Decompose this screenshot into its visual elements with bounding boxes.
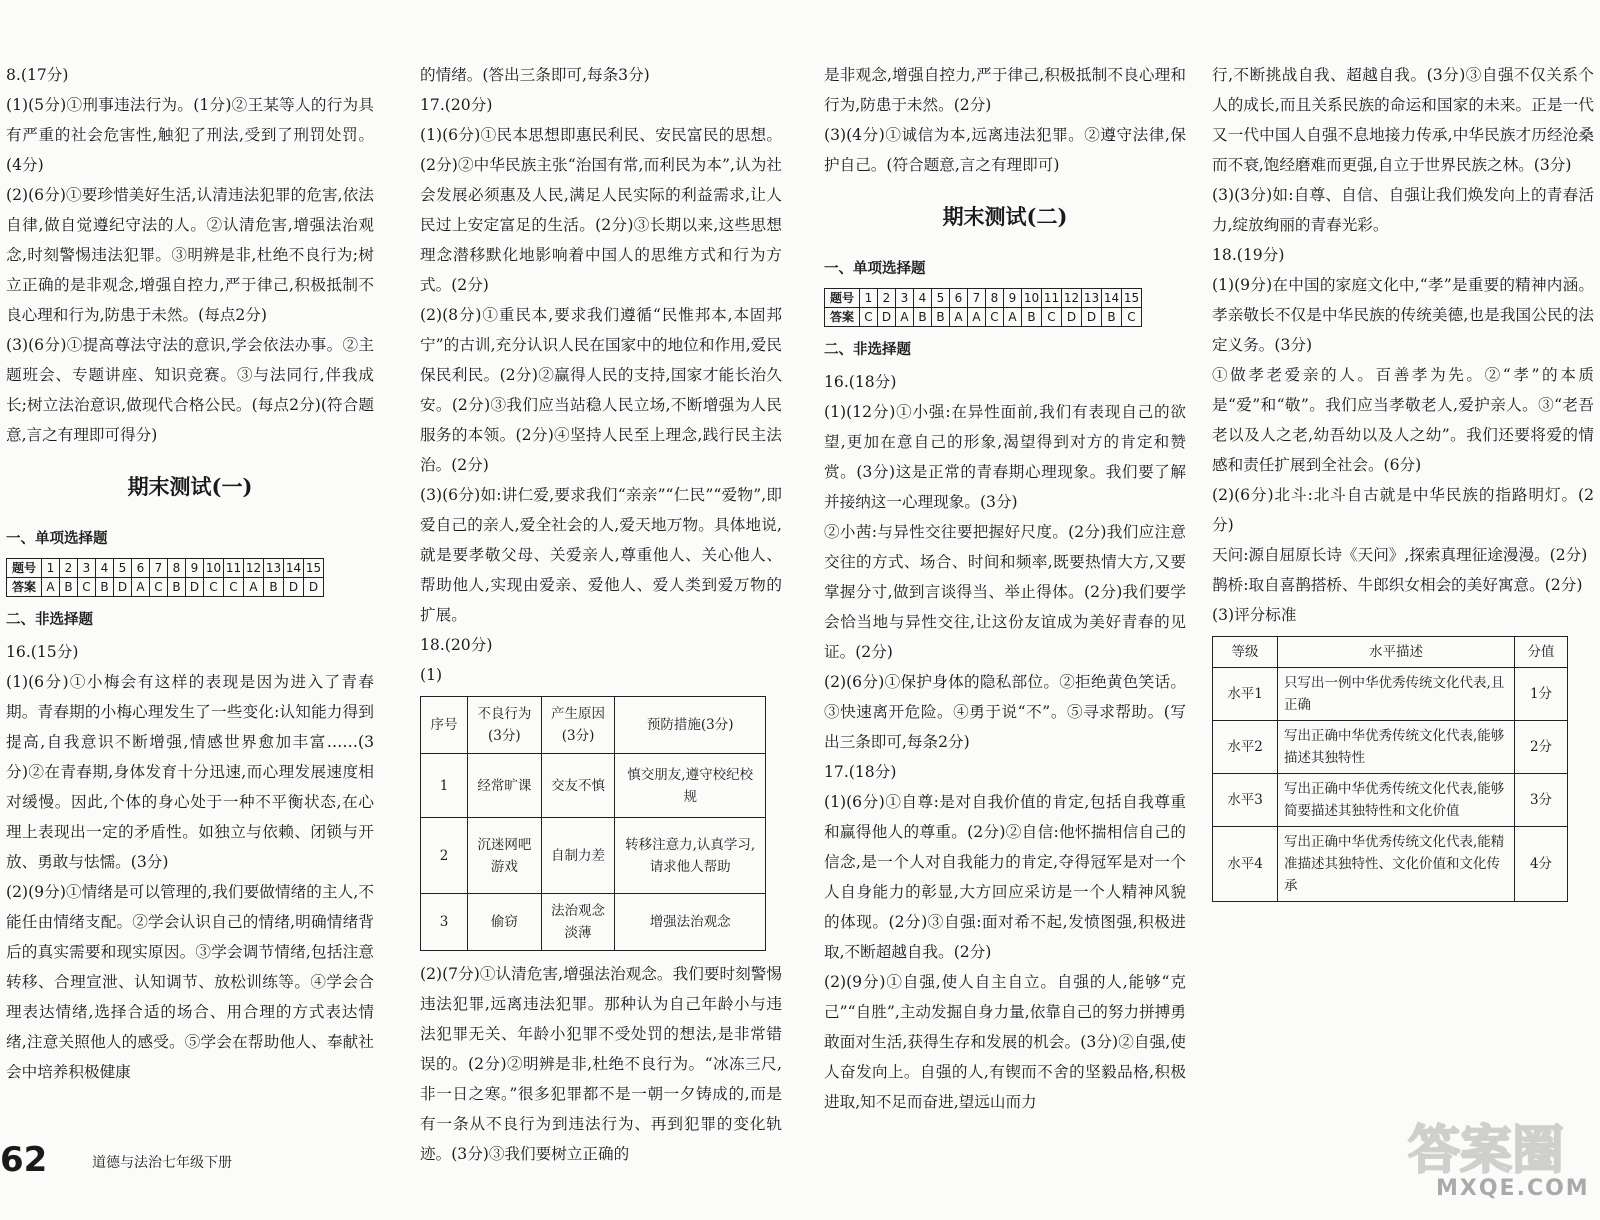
q18-part1: (1)(9分)在中国的家庭文化中,“孝”是重要的精神内涵。孝亲敬长不仅是中华民族的传统美德,也是我国公民的法定义务。(3分) (1212, 276, 1594, 354)
table-cell: 写出正确中华优秀传统文化代表,能精准描述其独特性、文化价值和文化传承 (1278, 827, 1515, 902)
behavior-table (420, 696, 766, 951)
question-number: 7 (968, 289, 986, 308)
question-number: 4 (96, 559, 114, 578)
q18-part3: (3)(4分)①诚信为本,远离违法犯罪。②遵守法律,保护自己。(符合题意,言之有理即可) (824, 126, 1186, 174)
q16-part1b: ②小茜:与异性交往要把握好尺度。(2分)我们应注意交往的方式、场合、时间和频率,既要热情大方,又要掌握分寸,做到言谈得当、举止得体。(2分)我们要学会恰当地与异性交往,让这份友谊成为美好青春的见证。(2分) (824, 523, 1186, 661)
question-number: 1 (860, 289, 878, 308)
table-cell: 水平2 (1213, 721, 1278, 774)
question-number: 14 (1102, 289, 1122, 308)
answer-cell: B (264, 578, 284, 597)
answer-cell: C (1122, 308, 1142, 327)
question-number: 12 (1062, 289, 1082, 308)
q17-part1: (1)(6分)①自尊:是对自我价值的肯定,包括自我尊重和赢得他人的尊重。(2分)②自信:他怀揣相信自己的信念,是一个人对自我能力的肯定,夺得冠军是对一个人自身能力的彰显,大方回应采访是一个人精神风貌的体现。(2分)③自强:面对希不起,发愤图强,积极进取,不断超越自我。(2分) (824, 793, 1186, 961)
column-4 (1212, 60, 1594, 910)
table-cell: 交友不慎 (541, 754, 615, 818)
answer-cell: C (986, 308, 1004, 327)
table-cell: 写出正确中华优秀传统文化代表,能够简要描述其独特性和文化价值 (1278, 774, 1515, 827)
answer-cell: D (878, 308, 896, 327)
question-number: 2 (878, 289, 896, 308)
question-number: 4 (914, 289, 932, 308)
question-number: 7 (150, 559, 168, 578)
column-2 (420, 60, 782, 1169)
table-header: 水平描述 (1278, 637, 1515, 668)
answer-cell: A (42, 578, 60, 597)
answer-cell: B (932, 308, 950, 327)
answer-cell: A (896, 308, 914, 327)
table-header: 序号 (421, 697, 468, 754)
answer-cell: D (186, 578, 204, 597)
table-header-num: 题号 (7, 559, 42, 578)
exam-title-1: 期末测试(一) (127, 474, 253, 499)
question-number: 11 (1042, 289, 1062, 308)
table-cell: 水平1 (1213, 668, 1278, 721)
table-header-num: 题号 (825, 289, 860, 308)
q17-part2: (2)(9分)①自强,使人自主自立。自强的人,能够“克己”“自胜”,主动发掘自身力量,依靠自己的努力拼搏勇敢面对生活,获得生存和发展的机会。(3分)②自强,使人奋发向上。自强的人,有锲而不舍的坚毅品格,积极进取,知不足而奋进,望远山而力 (824, 973, 1186, 1111)
table-header-ans: 答案 (7, 578, 42, 597)
answer-cell: C (860, 308, 878, 327)
question-number: 5 (114, 559, 132, 578)
table-cell: 只写出一例中华优秀传统文化代表,且正确 (1278, 668, 1515, 721)
table-cell: 偷窃 (468, 894, 542, 951)
answer-cell: B (1102, 308, 1122, 327)
question-number: 10 (204, 559, 224, 578)
continued-text: 行,不断挑战自我、超越自我。(3分)③自强不仅关系个人的成长,而且关系民族的命运和国家的未来。正是一代又一代中国人自强不息地接力传承,中华民族才历经沧桑而不衰,饱经磨难而更强,自立于世界民族之林。(3分) (1212, 66, 1594, 174)
q18-sub1: (1) (420, 666, 443, 684)
table-cell: 水平3 (1213, 774, 1278, 827)
answer-table-2 (824, 288, 1142, 327)
table-cell: 慎交朋友,遵守校纪校规 (615, 754, 766, 818)
section-non-choice: 二、非选择题 (824, 342, 911, 358)
q18-heading: 18.(19分) (1212, 246, 1285, 264)
answer-cell: B (60, 578, 78, 597)
question-number: 6 (950, 289, 968, 308)
column-3 (824, 60, 1186, 1117)
question-number: 5 (932, 289, 950, 308)
q8-heading: 8.(17分) (6, 66, 69, 84)
q8-part1: (1)(5分)①刑事违法行为。(1分)②王某等人的行为具有严重的社会危害性,触犯了刑法,受到了刑罚处罚。(4分) (6, 96, 374, 174)
table-cell: 2 (421, 818, 468, 894)
q18-part3: (3)评分标准 (1212, 606, 1297, 624)
question-number: 8 (168, 559, 186, 578)
question-number: 8 (986, 289, 1004, 308)
question-number: 12 (244, 559, 264, 578)
table-header: 产生原因(3分) (541, 697, 615, 754)
answer-cell: D (114, 578, 132, 597)
table-header: 不良行为(3分) (468, 697, 542, 754)
table-cell: 2分 (1515, 721, 1568, 774)
table-cell: 转移注意力,认真学习,请求他人帮助 (615, 818, 766, 894)
watermark-text: MXQE.COM (1436, 1176, 1590, 1201)
question-number: 13 (264, 559, 284, 578)
table-cell: 增强法治观念 (615, 894, 766, 951)
question-number: 10 (1022, 289, 1042, 308)
q17-heading: 17.(18分) (824, 763, 897, 781)
table-header: 等级 (1213, 637, 1278, 668)
q8-part2: (2)(6分)①要珍惜美好生活,认清违法犯罪的危害,依法自律,做自觉遵纪守法的人。②认清危害,增强法治观念,时刻警惕违法犯罪。③明辨是非,杜绝不良行为;树立正确的是非观念,增强自控力,严于律己,积极抵制不良心理和行为,防患于未然。(每点2分) (6, 186, 374, 324)
table-cell: 自制力差 (541, 818, 615, 894)
table-header: 分值 (1515, 637, 1568, 668)
section-single-choice: 一、单项选择题 (824, 261, 926, 277)
q18-part2: (2)(7分)①认清危害,增强法治观念。我们要时刻警惕违法犯罪,远离违法犯罪。那种认为自己年龄小与违法犯罪无关、年龄小犯罪不受处罚的想法,是非常错误的。(2分)②明辨是非,杜绝不良行为。“冰冻三尺,非一日之寒。”很多犯罪都不是一朝一夕铸成的,而是有一条从不良行为到违法行为、再到犯罪的变化轨迹。(3分)③我们要树立正确的 (420, 965, 782, 1163)
question-number: 9 (186, 559, 204, 578)
answer-table-1 (6, 558, 324, 597)
table-cell: 写出正确中华优秀传统文化代表,能够描述其独特性 (1278, 721, 1515, 774)
table-cell: 法治观念淡薄 (541, 894, 615, 951)
table-cell: 1分 (1515, 668, 1568, 721)
question-number: 11 (224, 559, 244, 578)
answer-cell: C (204, 578, 224, 597)
page-number: 62 (0, 1140, 48, 1180)
q16-part1: (1)(12分)①小强:在异性面前,我们有表现自己的欲望,更加在意自己的形象,渴望得到对方的肯定和赞赏。(3分)这是正常的青春期心理现象。我们要了解并接纳这一心理现象。(3分) (824, 403, 1186, 511)
question-number: 14 (284, 559, 304, 578)
q18-heading: 18.(20分) (420, 636, 493, 654)
answer-cell: C (224, 578, 244, 597)
question-number: 15 (304, 559, 324, 578)
table-cell: 3 (421, 894, 468, 951)
answer-cell: A (968, 308, 986, 327)
answer-cell: D (1082, 308, 1102, 327)
table-header-ans: 答案 (825, 308, 860, 327)
answer-cell: B (96, 578, 114, 597)
table-cell: 沉迷网吧游戏 (468, 818, 542, 894)
answer-cell: D (304, 578, 324, 597)
continued-text: 是非观念,增强自控力,严于律己,积极抵制不良心理和行为,防患于未然。(2分) (824, 66, 1186, 114)
answer-cell: D (284, 578, 304, 597)
q18-part1b: ①做孝老爱亲的人。百善孝为先。②“孝”的本质是“爱”和“敬”。我们应当孝敬老人,爱护亲人。③“老吾老以及人之老,幼吾幼以及人之幼”。我们还要将爱的情感和责任扩展到全社会。(6分) (1212, 366, 1594, 474)
answer-cell: C (1042, 308, 1062, 327)
exam-title-2: 期末测试(二) (942, 204, 1068, 229)
answer-cell: B (168, 578, 186, 597)
rubric-table (1212, 636, 1568, 902)
q18-part2: (2)(6分)北斗:北斗自古就是中华民族的指路明灯。(2分) (1212, 486, 1594, 534)
continued-text: 的情绪。(答出三条即可,每条3分) (420, 66, 650, 84)
q17-heading: 17.(20分) (420, 96, 493, 114)
question-number: 13 (1082, 289, 1102, 308)
question-number: 6 (132, 559, 150, 578)
section-non-choice: 二、非选择题 (6, 612, 93, 628)
question-number: 15 (1122, 289, 1142, 308)
q16-part2: (2)(6分)①保护身体的隐私部位。②拒绝黄色笑话。③快速离开危险。④勇于说“不”。⑤寻求帮助。(写出三条即可,每条2分) (824, 673, 1186, 751)
question-number: 2 (60, 559, 78, 578)
table-header: 预防措施(3分) (615, 697, 766, 754)
q17-part3: (3)(6分)如:讲仁爱,要求我们“亲亲”“仁民”“爱物”,即爱自己的亲人,爱全社会的人,爱天地万物。具体地说,就是要孝敬父母、关爱亲人,尊重他人、关心他人、帮助他人,实现由爱亲、爱他人、爱人类到爱万物的扩展。 (420, 486, 782, 624)
q16-heading: 16.(15分) (6, 643, 79, 661)
watermark-logo-chars: 答案圈 (1408, 1121, 1565, 1181)
q16-heading: 16.(18分) (824, 373, 897, 391)
answer-cell: C (150, 578, 168, 597)
table-cell: 4分 (1515, 827, 1568, 902)
answer-cell: A (950, 308, 968, 327)
question-number: 1 (42, 559, 60, 578)
answer-cell: C (78, 578, 96, 597)
answer-cell: D (1062, 308, 1082, 327)
answer-cell: A (244, 578, 264, 597)
answer-cell: B (1022, 308, 1042, 327)
section-single-choice: 一、单项选择题 (6, 531, 108, 547)
question-number: 9 (1004, 289, 1022, 308)
table-cell: 水平4 (1213, 827, 1278, 902)
q8-part3: (3)(6分)①提高尊法守法的意识,学会依法办事。②主题班会、专题讲座、知识竞赛。③与法同行,伴我成长;树立法治意识,做现代合格公民。(每点2分)(符合题意,言之有理即可得分) (6, 336, 374, 444)
q18-part2c: 鹊桥:取自喜鹊搭桥、牛郎织女相会的美好寓意。(2分) (1212, 576, 1583, 594)
column-1 (6, 60, 374, 1087)
q17-part3: (3)(3分)如:自尊、自信、自强让我们焕发向上的青春活力,绽放绚丽的青春光彩。 (1212, 186, 1594, 234)
table-cell: 1 (421, 754, 468, 818)
q16-part1: (1)(6分)①小梅会有这样的表现是因为进入了青春期。青春期的小梅心理发生了一些变化:认知能力得到提高,自我意识不断增强,情感世界愈加丰富……(3分)②在青春期,身体发育十分迅速,而心理发展速度相对缓慢。因此,个体的身心处于一种不平衡状态,在心理上表现出一定的矛盾性。如独立与依赖、闭锁与开放、勇敢与怯懦。(3分) (6, 673, 374, 871)
q17-part1: (1)(6分)①民本思想即惠民利民、安民富民的思想。(2分)②中华民族主张“治国有常,而利民为本”,认为社会发展必须惠及人民,满足人民实际的利益需求,让人民过上安定富足的生活。(2分)③长期以来,这些思想理念潜移默化地影响着中国人的思维方式和行为方式。(2分) (420, 126, 782, 294)
q16-part2: (2)(9分)①情绪是可以管理的,我们要做情绪的主人,不能任由情绪支配。②学会认识自己的情绪,明确情绪背后的真实需要和现实原因。③学会调节情绪,包括注意转移、合理宣泄、认知调节、放松训练等。④学会合理表达情绪,选择合适的场合、用合理的方式表达情绪,注意关照他人的感受。⑤学会在帮助他人、奉献社会中培养积极健康 (6, 883, 374, 1081)
table-cell: 经常旷课 (468, 754, 542, 818)
answer-cell: A (132, 578, 150, 597)
book-title: 道德与法治七年级下册 (92, 1155, 232, 1171)
answer-cell: B (914, 308, 932, 327)
q17-part2: (2)(8分)①重民本,要求我们遵循“民惟邦本,本固邦宁”的古训,充分认识人民在国家中的地位和作用,爱民保民利民。(2分)②赢得人民的支持,国家才能长治久安。(2分)③我们应当站稳人民立场,不断增强为人民服务的本领。(2分)④坚持人民至上理念,践行民主法治。(2分) (420, 306, 782, 474)
question-number: 3 (78, 559, 96, 578)
question-number: 3 (896, 289, 914, 308)
answer-cell: A (1004, 308, 1022, 327)
q18-part2b: 天问:源自屈原长诗《天问》,探索真理征途漫漫。(2分) (1212, 546, 1588, 564)
table-cell: 3分 (1515, 774, 1568, 827)
